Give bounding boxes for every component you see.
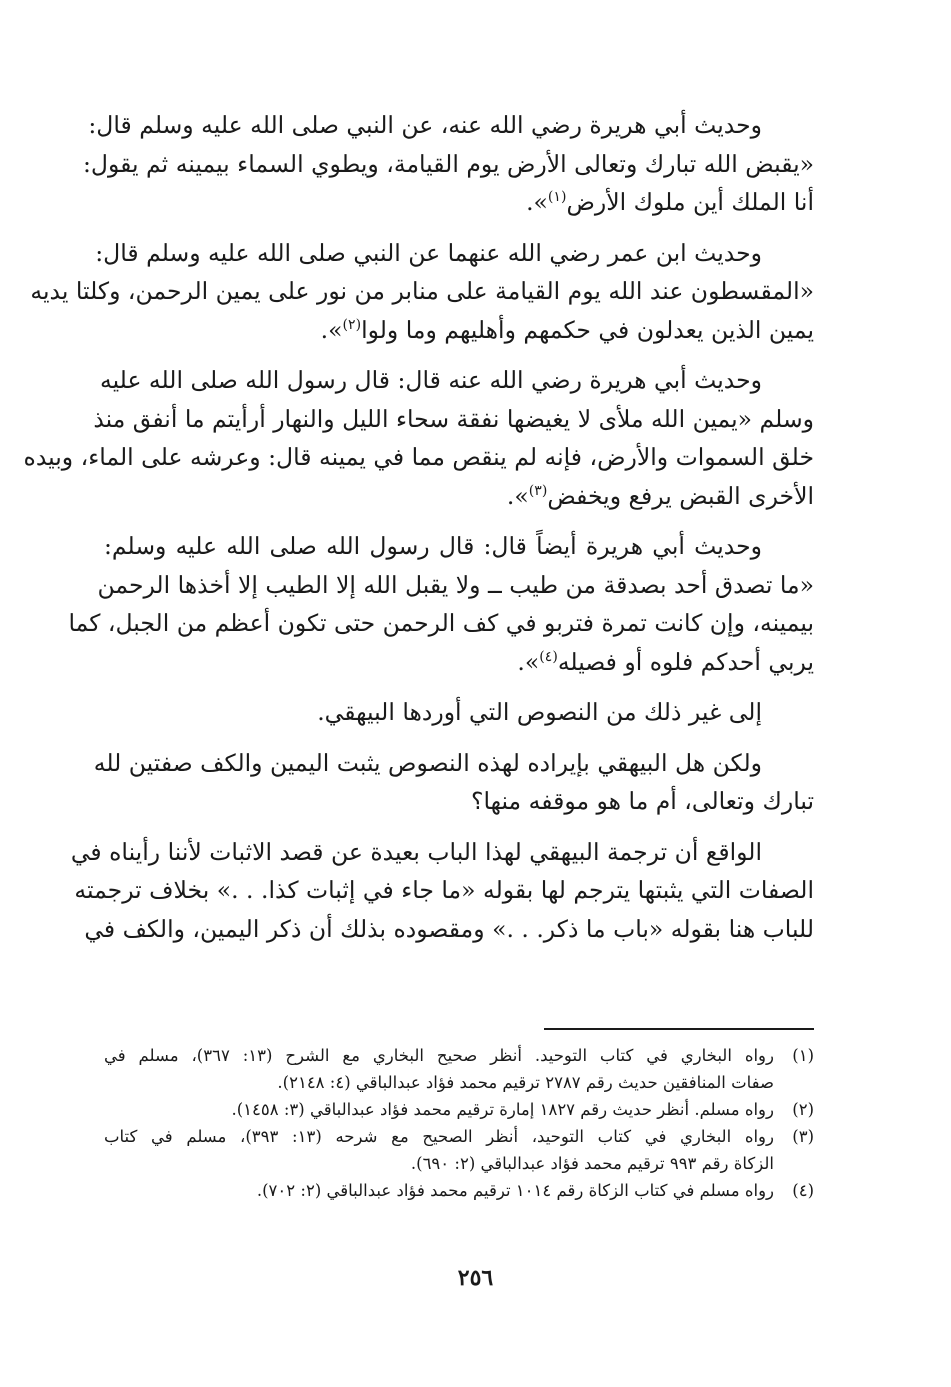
text-line [93,400,814,439]
text-line [93,744,814,783]
line-text: وحديث ابن عمر رضي الله عنهما عن النبي صلى الله عليه وسلم قال: [95,238,762,267]
paragraph [68,527,814,681]
footnote-number: (٤) [792,1181,814,1200]
text-line [68,604,814,643]
footnote-number: (١) [792,1046,814,1065]
footnote [104,1177,814,1204]
text-line [104,527,814,566]
line-text: الواقع أن ترجمة البيهقي لهذا الباب بعيدة عن قصد الاثبات لأننا رأيناه في [70,837,762,866]
paragraph [83,106,814,222]
footnote-separator [544,1028,814,1030]
line-text: إلى غير ذلك من النصوص التي أوردها البيهقي. [317,698,762,726]
paragraph [70,833,814,949]
text-line [99,361,814,400]
footnote-line: رواه مسلم. أنظر حديث رقم ١٨٢٧ إمارة ترقيم محمد فؤاد عبدالباقي (٣: ١٤٥٨). [231,1100,774,1119]
page-number: ٢٥٦ [457,1265,494,1291]
quote-close: ». [517,647,540,676]
line-text: يربي أحدكم فلوه أو فصيله [557,647,814,676]
line-text: «يقبض الله تبارك وتعالى الأرض يوم القيامة، ويطوي السماء بيمينه ثم يقول: [83,149,814,178]
footnote [104,1123,814,1177]
line-text: تبارك وتعالى، أم ما هو موقفه منها؟ [471,787,814,815]
text-line [104,693,814,732]
text-line [104,643,814,682]
line-text: «ما تصدق أحد بصدقة من طيب ــ ولا يقبل الله إلا الطيب إلا أخذها الرحمن [97,570,814,599]
text-line [104,311,814,350]
text-line [30,272,814,311]
footnote [104,1096,814,1123]
footnote-number: (٣) [792,1127,814,1146]
footnote-line: رواه البخاري في كتاب التوحيد، أنظر الصحيح مع شرحه (١٣: ٣٩٣)، مسلم في كتاب [104,1127,774,1146]
text-line [74,871,814,910]
text-line [88,106,814,145]
footnote-text [104,1096,774,1123]
paragraph [93,744,814,821]
text-line [104,183,814,222]
text-line [104,477,814,516]
line-text: وسلم «يمين الله ملأى لا يغيضها نفقة سحاء الليل والنهار أرأيتم ما أنفق منذ [93,404,814,433]
quote-close: ». [506,481,529,510]
line-text: «المقسطون عند الله يوم القيامة على منابر من نور على يمين الرحمن، وكلتا يديه [30,277,814,305]
line-text: بيمينه، وإن كانت تمرة فتربو في كف الرحمن حتى تكون أعظم من الجبل، كما [68,609,814,637]
footnote [104,1042,814,1096]
main-text [23,106,814,960]
text-line [84,910,814,949]
footnotes [104,1042,814,1204]
text-line [83,145,814,184]
line-text: ولكن هل البيهقي بإيراده لهذه النصوص يثبت اليمين والكف صفتين لله [93,748,762,777]
footnote-line: الزكاة رقم ٩٩٣ ترقيم محمد فؤاد عبدالباقي (٢: ٦٩٠). [410,1154,774,1173]
footnote-ref[interactable]: (٢) [342,316,362,333]
footnote-line: صفات المنافقين حديث رقم ٢٧٨٧ ترقيم محمد فؤاد عبدالباقي (٤: ٢١٤٨). [277,1073,774,1092]
line-text: الصفات التي يثبتها يترجم لها بقوله «ما جاء في إثبات كذا. . .» بخلاف ترجمته [74,876,814,904]
footnote-text [104,1177,774,1204]
text-line [70,833,814,872]
paragraph [30,234,814,350]
line-text: وحديث أبي هريرة أيضاً قال: قال رسول الله صلى الله عليه وسلم: [104,532,762,560]
footnote-number: (٢) [792,1100,814,1119]
footnote-ref[interactable]: (١) [547,189,567,206]
paragraph [23,361,814,515]
line-text: الأخرى القبض يرفع ويخفض [547,481,814,510]
line-text: للباب هنا بقوله «باب ما ذكر. . .» ومقصوده بذلك أن ذكر اليمين، والكف في [84,914,814,943]
quote-close: ». [320,315,343,344]
footnote-ref[interactable]: (٣) [528,482,548,499]
footnote-text [104,1042,774,1096]
footnote-line: رواه البخاري في كتاب التوحيد. أنظر صحيح البخاري مع الشرح (١٣: ٣٦٧)، مسلم في [104,1046,774,1065]
line-text: وحديث أبي هريرة رضي الله عنه، عن النبي صلى الله عليه وسلم قال: [88,111,762,139]
text-line [97,566,814,605]
line-text: وحديث أبي هريرة رضي الله عنه قال: قال رسول الله صلى الله عليه [99,366,762,394]
text-line [95,234,814,273]
quote-close: ». [526,188,548,216]
text-line [23,438,814,477]
footnote-ref[interactable]: (٤) [539,648,558,665]
line-text: يمين الذين يعدلون في حكمهم وأهليهم وما ولوا [361,315,814,344]
footnote-text [104,1123,774,1177]
line-text: أنا الملك أين ملوك الأرض [566,188,814,216]
paragraph [104,693,814,732]
text-line [104,782,814,821]
line-text: خلق السموات والأرض، فإنه لم ينقص مما في يمينه قال: وعرشه على الماء، وبيده [23,443,814,471]
footnote-line: رواه مسلم في كتاب الزكاة رقم ١٠١٤ ترقيم محمد فؤاد عبدالباقي (٢: ٧٠٢). [256,1181,774,1200]
